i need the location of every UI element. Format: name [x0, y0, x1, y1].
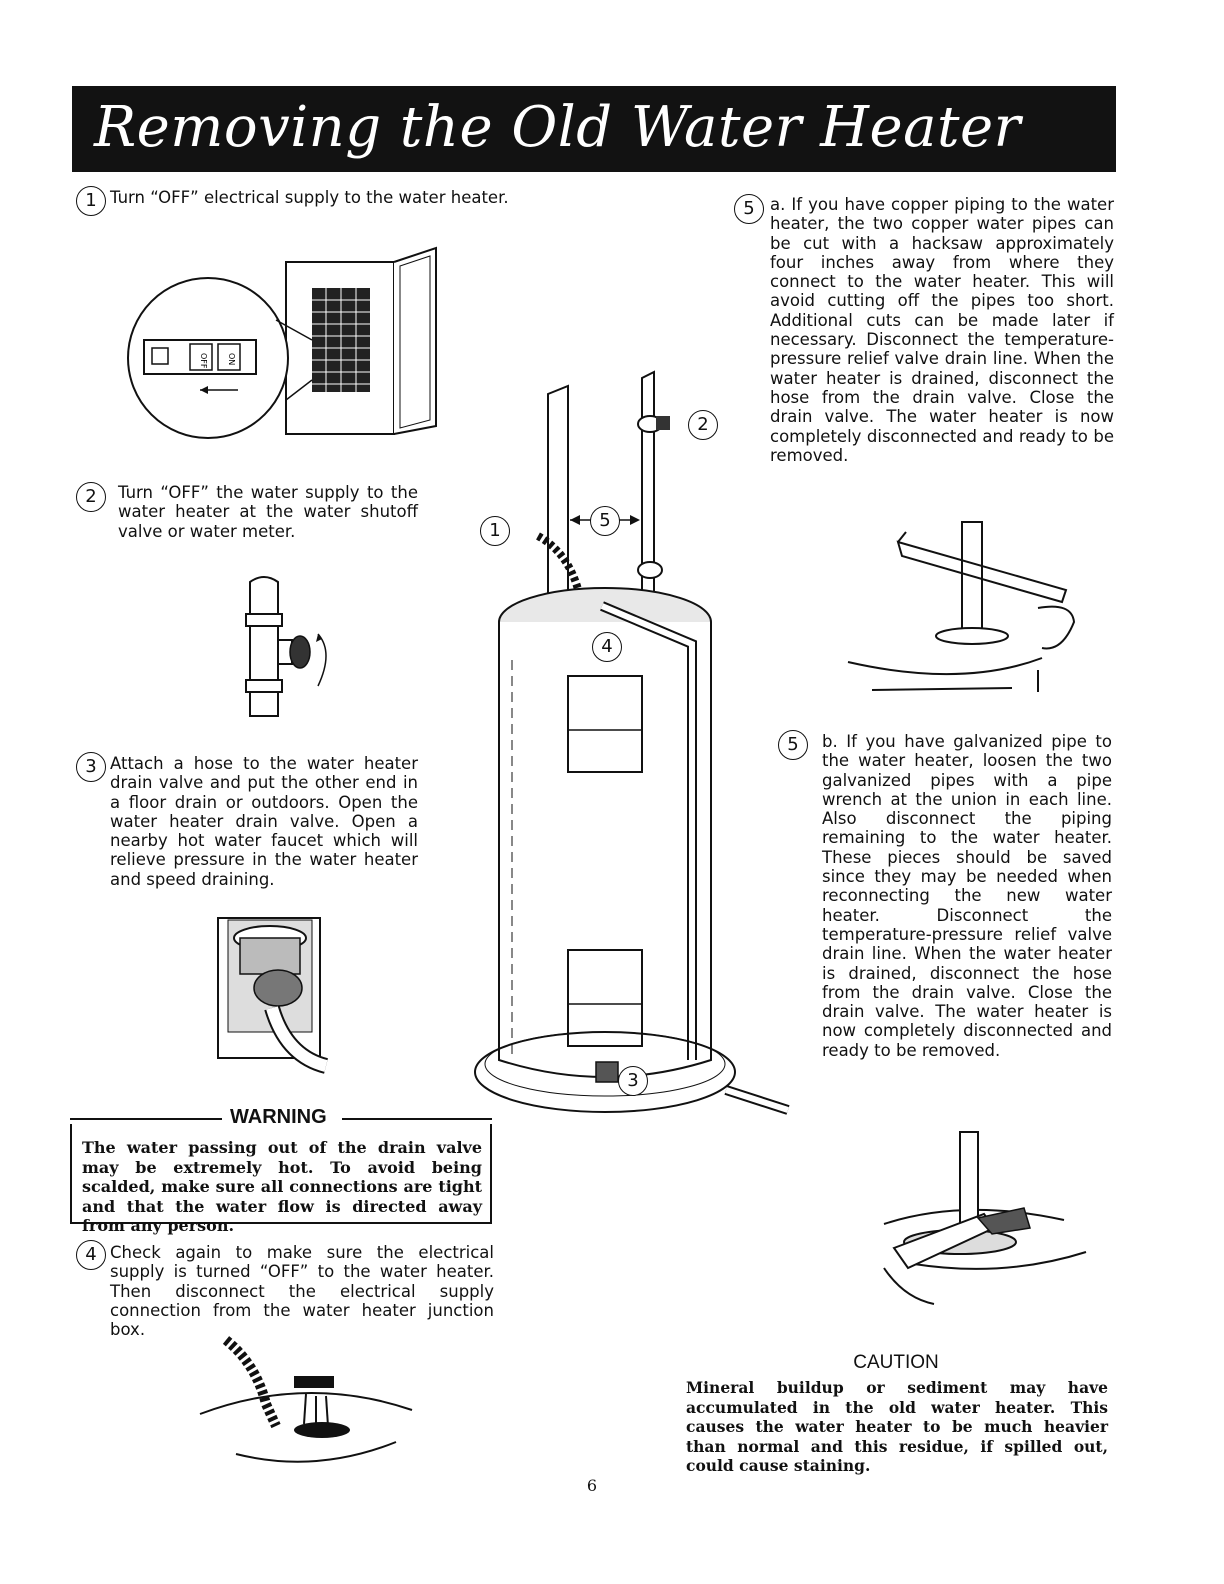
step-2-text: Turn “OFF” the water supply to the water heater at the water shutoff valve or water meter.	[118, 483, 418, 541]
shutoff-valve-illustration	[234, 574, 338, 724]
hacksaw-illustration	[842, 512, 1082, 706]
breaker-panel-illustration	[126, 240, 446, 450]
step-2-number: 2	[76, 482, 106, 512]
title-banner	[72, 86, 1116, 172]
page-number: 6	[586, 1476, 598, 1495]
step-3-number: 3	[76, 752, 106, 782]
step-1-text: Turn “OFF” electrical supply to the water heater.	[110, 188, 509, 207]
diagram-callout-3: 3	[618, 1066, 648, 1096]
breaker-on-label: ON	[227, 353, 236, 366]
step-5b-text: b. If you have galvanized pipe to the water heater, loosen the two galvanized pipes with a pipe wrench at the union in each line. Also disconnect the piping remaining to the water heater. These pieces should be saved since they may be needed when reconnecting the new water heater. Disconnect the temperature-pressure relief valve drain line. When the water heater is drained, disconnect the hose from the drain valve. Close the drain valve. The water heater is now completely disconnected and ready to be removed.	[822, 732, 1112, 1060]
warning-rule-right	[342, 1118, 492, 1120]
drain-valve-illustration	[216, 916, 336, 1076]
step-5b-number: 5	[778, 730, 808, 760]
diagram-callout-2: 2	[688, 410, 718, 440]
pipe-wrench-illustration	[874, 1128, 1094, 1308]
diagram-callout-5: 5	[590, 506, 620, 536]
step-5a-text: a. If you have copper piping to the water heater, the two copper water pipes can be cut with a hacksaw approximately four inches away from where they connect to the water heater. This will avoid cutting off the pipes too short. Additional cuts can be made later if necessary. Disconnect the temperature-pressure relief valve drain line. When the water heater is drained, disconnect the hose from the drain valve. Close the drain valve. The water heater is now completely disconnected and ready to be removed.	[770, 195, 1114, 465]
step-4-number: 4	[76, 1240, 106, 1270]
step-1-number: 1	[76, 186, 106, 216]
warning-text: The water passing out of the drain valve may be extremely hot. To avoid being scalded, make sure all connections are tight and that the water flow is directed away from any person.	[82, 1138, 482, 1235]
step-5a-number: 5	[734, 194, 764, 224]
caution-title: CAUTION	[853, 1352, 939, 1373]
step-3-text: Attach a hose to the water heater drain valve and put the other end in a floor drain or outdoors. Open the water heater drain valve. Open a nearby hot water faucet which will relieve pressure in the water heater and speed draining.	[110, 754, 418, 889]
junction-box-illustration	[196, 1334, 426, 1474]
step-4-text: Check again to make sure the electrical supply is turned “OFF” to the water heater. Then disconnect the electrical supply connection from the water heater junction box.	[110, 1243, 494, 1340]
page-title: Removing the Old Water Heater	[94, 95, 1021, 160]
warning-rule-left	[70, 1118, 222, 1120]
breaker-off-label: OFF	[199, 353, 208, 369]
caution-text: Mineral buildup or sediment may have accumulated in the old water heater. This causes the water heater to be much heavier than normal and this residue, if spilled out, could cause staining.	[686, 1378, 1108, 1475]
warning-title: WARNING	[230, 1106, 327, 1128]
diagram-callout-1: 1	[480, 516, 510, 546]
water-heater-diagram	[472, 360, 802, 1120]
diagram-callout-4: 4	[592, 632, 622, 662]
